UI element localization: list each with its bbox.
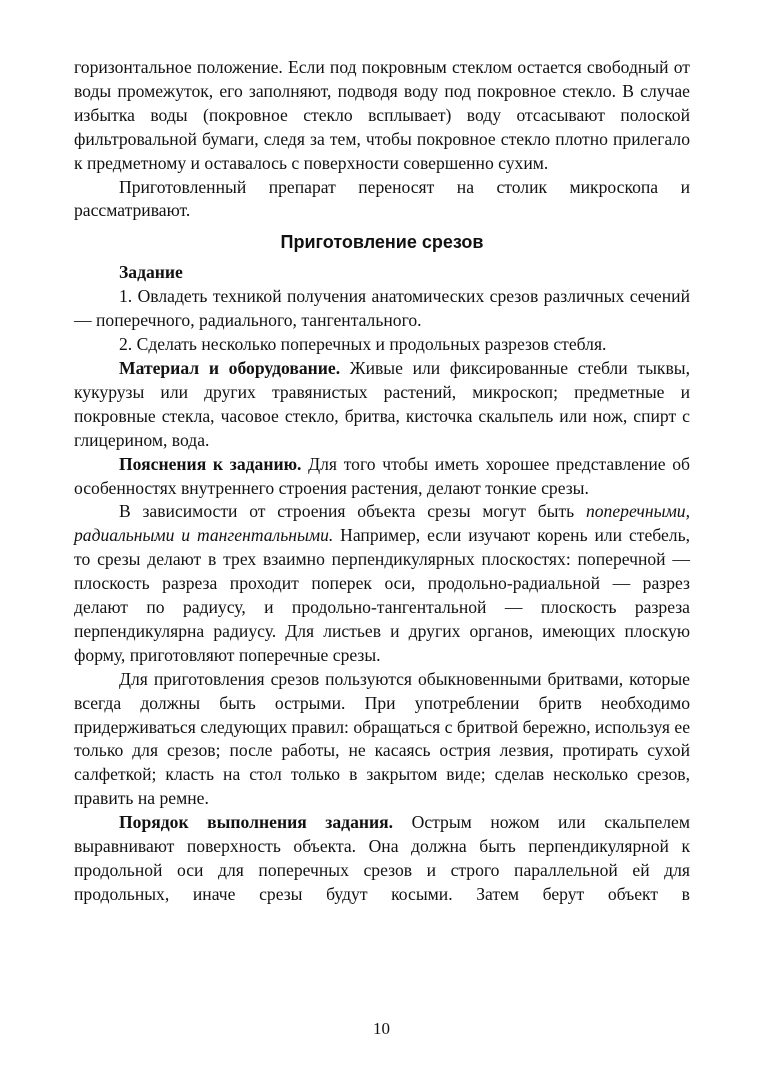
- paragraph-prepared-slide: Приготовленный препарат переносят на столик микроскопа и рассматривают.: [74, 176, 690, 221]
- page-number: 10: [373, 1019, 390, 1038]
- section-types-text-2: Например, если изучают корень или стебель, то срезы делают в трех взаимно перпендикулярных плоскостях: поперечной — плоскость разреза проходит поперек оси, продольно-радиальной — разрез делают по радиусу, и продольно-тангентальной — плоскость разреза перпендикулярна радиусу. Для листьев и других органов, имеющих плоскую форму, приготовляют поперечные срезы.: [74, 525, 690, 665]
- task-item-1: 1. Овладеть техникой получения анатомических срезов различных сечений — поперечного, радиального, тангентального.: [74, 286, 690, 331]
- explanations-text: Для того чтобы иметь хорошее представление об особенностях внутреннего строения растения, делают тонкие срезы.: [74, 453, 690, 498]
- paragraph-cover-glass: горизонтальное положение. Если под покровным стеклом остается свободный от воды промежуток, его заполняют, подводя воду под покровное стекло. В случае избытка воды (покровное стекло всплывает) воду отсасывают полоской фильтровальной бумаги, следя за тем, чтобы покровное стекло плотно прилегало к предметному и оставалось с поверхности совершенно сухим.: [74, 57, 690, 173]
- paragraph-explanations: [74, 453, 690, 501]
- explanations-label: Пояснения к заданию.: [119, 453, 302, 474]
- paragraph-materials: [74, 357, 690, 453]
- paragraph-section-types: [74, 500, 690, 667]
- section-types-italic: поперечными, радиальными и тангентальными.: [74, 501, 690, 546]
- task-label: Задание: [119, 262, 183, 283]
- procedure-text: Острым ножом или скальпелем выравнивают поверхность объекта. Она должна быть перпендикулярной к продольной оси для поперечных срезов и строго параллельной ей для продольных, иначе срезы будут косыми. Затем берут объект в: [74, 812, 690, 904]
- paragraph-razors: Для приготовления срезов пользуются обыкновенными бритвами, которые всегда должны быть острыми. При употреблении бритв необходимо придерживаться следующих правил: обращаться с бритвой бережно, используя ее только для срезов; после работы, не касаясь острия лезвия, протирать сухой салфеткой; класть на стол только в закрытом виде; сделав несколько срезов, править на ремне.: [74, 668, 690, 809]
- paragraph-procedure: [74, 811, 690, 907]
- task-item-2: 2. Сделать несколько поперечных и продольных разрезов стебля.: [119, 334, 607, 355]
- document-page: [74, 56, 690, 907]
- materials-label: Материал и оборудование.: [119, 357, 341, 378]
- section-heading: Приготовление срезов: [280, 232, 484, 253]
- section-types-text-1: В зависимости от строения объекта срезы могут быть: [119, 501, 586, 522]
- materials-text: Живые или фиксированные стебли тыквы, кукурузы или других травянистых растений, микроскоп; предметные и покровные стекла, часовое стекло, бритва, кисточка скальпель или нож, спирт с глицерином, вода.: [74, 357, 690, 450]
- procedure-label: Порядок выполнения задания.: [119, 812, 394, 833]
